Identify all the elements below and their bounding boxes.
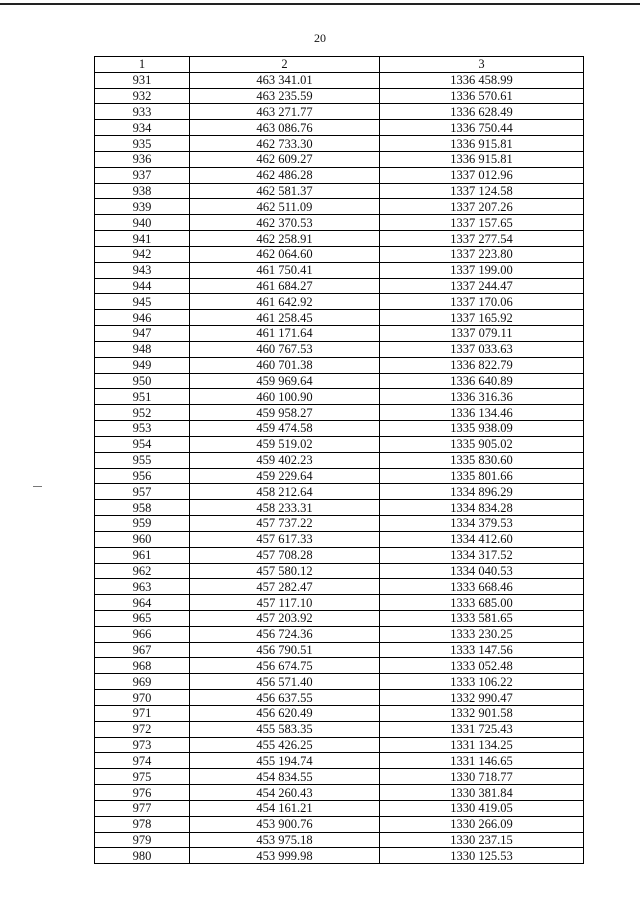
table-row — [95, 705, 584, 721]
table-row — [95, 595, 584, 611]
table-row — [95, 721, 584, 737]
x-coordinate-cell: 462 609.27 — [190, 151, 380, 167]
table-row — [95, 563, 584, 579]
x-coordinate-cell: 463 271.77 — [190, 104, 380, 120]
y-coordinate-cell: 1337 244.47 — [380, 278, 584, 294]
table-row — [95, 405, 584, 421]
point-number-cell: 943 — [95, 262, 190, 278]
point-number-cell: 967 — [95, 642, 190, 658]
x-coordinate-cell: 454 834.55 — [190, 769, 380, 785]
point-number-cell: 945 — [95, 294, 190, 310]
point-number-cell: 963 — [95, 579, 190, 595]
x-coordinate-cell: 457 617.33 — [190, 531, 380, 547]
x-coordinate-cell: 456 724.36 — [190, 626, 380, 642]
table-row — [95, 278, 584, 294]
top-border-line — [0, 3, 640, 5]
point-number-cell: 947 — [95, 326, 190, 342]
x-coordinate-cell: 463 235.59 — [190, 88, 380, 104]
y-coordinate-cell: 1334 896.29 — [380, 484, 584, 500]
x-coordinate-cell: 457 203.92 — [190, 610, 380, 626]
x-coordinate-cell: 462 064.60 — [190, 246, 380, 262]
y-coordinate-cell: 1334 834.28 — [380, 500, 584, 516]
point-number-cell: 951 — [95, 389, 190, 405]
y-coordinate-cell: 1336 628.49 — [380, 104, 584, 120]
point-number-cell: 956 — [95, 468, 190, 484]
point-number-cell: 964 — [95, 595, 190, 611]
x-coordinate-cell: 462 511.09 — [190, 199, 380, 215]
table-row — [95, 547, 584, 563]
point-number-cell: 957 — [95, 484, 190, 500]
table-row — [95, 151, 584, 167]
table-row — [95, 753, 584, 769]
point-number-cell: 960 — [95, 531, 190, 547]
x-coordinate-cell: 459 519.02 — [190, 436, 380, 452]
y-coordinate-cell: 1333 052.48 — [380, 658, 584, 674]
table-row — [95, 389, 584, 405]
x-coordinate-cell: 457 580.12 — [190, 563, 380, 579]
x-coordinate-cell: 461 171.64 — [190, 326, 380, 342]
column-header-2: 2 — [190, 57, 380, 73]
table-row — [95, 500, 584, 516]
x-coordinate-cell: 457 737.22 — [190, 516, 380, 532]
point-number-cell: 952 — [95, 405, 190, 421]
point-number-cell: 966 — [95, 626, 190, 642]
table-row — [95, 531, 584, 547]
y-coordinate-cell: 1335 801.66 — [380, 468, 584, 484]
x-coordinate-cell: 456 674.75 — [190, 658, 380, 674]
table-row — [95, 516, 584, 532]
table-row — [95, 294, 584, 310]
y-coordinate-cell: 1337 277.54 — [380, 231, 584, 247]
x-coordinate-cell: 463 341.01 — [190, 72, 380, 88]
x-coordinate-cell: 453 900.76 — [190, 816, 380, 832]
point-number-cell: 954 — [95, 436, 190, 452]
x-coordinate-cell: 459 474.58 — [190, 421, 380, 437]
y-coordinate-cell: 1331 134.25 — [380, 737, 584, 753]
y-coordinate-cell: 1337 165.92 — [380, 310, 584, 326]
table-row — [95, 658, 584, 674]
y-coordinate-cell: 1332 901.58 — [380, 705, 584, 721]
point-number-cell: 974 — [95, 753, 190, 769]
y-coordinate-cell: 1333 668.46 — [380, 579, 584, 595]
x-coordinate-cell: 454 260.43 — [190, 785, 380, 801]
column-header-1: 1 — [95, 57, 190, 73]
table-row — [95, 136, 584, 152]
x-coordinate-cell: 457 708.28 — [190, 547, 380, 563]
y-coordinate-cell: 1335 905.02 — [380, 436, 584, 452]
y-coordinate-cell: 1333 685.00 — [380, 595, 584, 611]
y-coordinate-cell: 1331 725.43 — [380, 721, 584, 737]
y-coordinate-cell: 1337 199.00 — [380, 262, 584, 278]
y-coordinate-cell: 1337 223.80 — [380, 246, 584, 262]
y-coordinate-cell: 1331 146.65 — [380, 753, 584, 769]
table-row — [95, 579, 584, 595]
y-coordinate-cell: 1330 419.05 — [380, 800, 584, 816]
point-number-cell: 977 — [95, 800, 190, 816]
x-coordinate-cell: 453 999.98 — [190, 848, 380, 864]
point-number-cell: 970 — [95, 690, 190, 706]
point-number-cell: 972 — [95, 721, 190, 737]
point-number-cell: 979 — [95, 832, 190, 848]
y-coordinate-cell: 1335 938.09 — [380, 421, 584, 437]
point-number-cell: 936 — [95, 151, 190, 167]
x-coordinate-cell: 456 620.49 — [190, 705, 380, 721]
x-coordinate-cell: 461 684.27 — [190, 278, 380, 294]
point-number-cell: 938 — [95, 183, 190, 199]
point-number-cell: 933 — [95, 104, 190, 120]
table-row — [95, 769, 584, 785]
x-coordinate-cell: 455 194.74 — [190, 753, 380, 769]
x-coordinate-cell: 462 581.37 — [190, 183, 380, 199]
y-coordinate-cell: 1336 316.36 — [380, 389, 584, 405]
table-row — [95, 737, 584, 753]
point-number-cell: 953 — [95, 421, 190, 437]
table-row — [95, 848, 584, 864]
x-coordinate-cell: 462 258.91 — [190, 231, 380, 247]
y-coordinate-cell: 1330 266.09 — [380, 816, 584, 832]
table-row — [95, 341, 584, 357]
table-row — [95, 642, 584, 658]
y-coordinate-cell: 1330 237.15 — [380, 832, 584, 848]
y-coordinate-cell: 1332 990.47 — [380, 690, 584, 706]
x-coordinate-cell: 459 958.27 — [190, 405, 380, 421]
point-number-cell: 937 — [95, 167, 190, 183]
table-row — [95, 120, 584, 136]
point-number-cell: 978 — [95, 816, 190, 832]
y-coordinate-cell: 1333 147.56 — [380, 642, 584, 658]
x-coordinate-cell: 459 229.64 — [190, 468, 380, 484]
point-number-cell: 955 — [95, 452, 190, 468]
table-row — [95, 468, 584, 484]
y-coordinate-cell: 1337 033.63 — [380, 341, 584, 357]
y-coordinate-cell: 1333 106.22 — [380, 674, 584, 690]
y-coordinate-cell: 1337 207.26 — [380, 199, 584, 215]
table-row — [95, 326, 584, 342]
point-number-cell: 940 — [95, 215, 190, 231]
y-coordinate-cell: 1334 040.53 — [380, 563, 584, 579]
point-number-cell: 934 — [95, 120, 190, 136]
y-coordinate-cell: 1334 379.53 — [380, 516, 584, 532]
point-number-cell: 931 — [95, 72, 190, 88]
y-coordinate-cell: 1333 581.65 — [380, 610, 584, 626]
x-coordinate-cell: 453 975.18 — [190, 832, 380, 848]
x-coordinate-cell: 461 750.41 — [190, 262, 380, 278]
y-coordinate-cell: 1334 412.60 — [380, 531, 584, 547]
y-coordinate-cell: 1337 157.65 — [380, 215, 584, 231]
y-coordinate-cell: 1336 915.81 — [380, 151, 584, 167]
table-row — [95, 626, 584, 642]
point-number-cell: 976 — [95, 785, 190, 801]
point-number-cell: 939 — [95, 199, 190, 215]
y-coordinate-cell: 1334 317.52 — [380, 547, 584, 563]
y-coordinate-cell: 1337 124.58 — [380, 183, 584, 199]
table-row — [95, 421, 584, 437]
table-row — [95, 88, 584, 104]
x-coordinate-cell: 462 370.53 — [190, 215, 380, 231]
x-coordinate-cell: 455 426.25 — [190, 737, 380, 753]
table-row — [95, 357, 584, 373]
y-coordinate-cell: 1333 230.25 — [380, 626, 584, 642]
table-row — [95, 167, 584, 183]
table-row — [95, 674, 584, 690]
table-row — [95, 436, 584, 452]
coordinates-table — [94, 56, 584, 864]
x-coordinate-cell: 462 733.30 — [190, 136, 380, 152]
point-number-cell: 959 — [95, 516, 190, 532]
y-coordinate-cell: 1330 381.84 — [380, 785, 584, 801]
table-row — [95, 690, 584, 706]
x-coordinate-cell: 455 583.35 — [190, 721, 380, 737]
point-number-cell: 969 — [95, 674, 190, 690]
point-number-cell: 965 — [95, 610, 190, 626]
y-coordinate-cell: 1336 134.46 — [380, 405, 584, 421]
x-coordinate-cell: 459 402.23 — [190, 452, 380, 468]
point-number-cell: 971 — [95, 705, 190, 721]
y-coordinate-cell: 1337 012.96 — [380, 167, 584, 183]
table-row — [95, 104, 584, 120]
x-coordinate-cell: 462 486.28 — [190, 167, 380, 183]
x-coordinate-cell: 461 642.92 — [190, 294, 380, 310]
point-number-cell: 973 — [95, 737, 190, 753]
table-row — [95, 262, 584, 278]
x-coordinate-cell: 457 282.47 — [190, 579, 380, 595]
point-number-cell: 941 — [95, 231, 190, 247]
x-coordinate-cell: 458 233.31 — [190, 500, 380, 516]
table-row — [95, 72, 584, 88]
point-number-cell: 962 — [95, 563, 190, 579]
x-coordinate-cell: 461 258.45 — [190, 310, 380, 326]
y-coordinate-cell: 1336 570.61 — [380, 88, 584, 104]
y-coordinate-cell: 1336 822.79 — [380, 357, 584, 373]
point-number-cell: 975 — [95, 769, 190, 785]
x-coordinate-cell: 460 767.53 — [190, 341, 380, 357]
y-coordinate-cell: 1336 458.99 — [380, 72, 584, 88]
table-row — [95, 832, 584, 848]
column-header-3: 3 — [380, 57, 584, 73]
x-coordinate-cell: 454 161.21 — [190, 800, 380, 816]
x-coordinate-cell: 460 100.90 — [190, 389, 380, 405]
point-number-cell: 942 — [95, 246, 190, 262]
point-number-cell: 950 — [95, 373, 190, 389]
point-number-cell: 932 — [95, 88, 190, 104]
table-body — [95, 72, 584, 863]
point-number-cell: 949 — [95, 357, 190, 373]
x-coordinate-cell: 456 790.51 — [190, 642, 380, 658]
table-row — [95, 800, 584, 816]
page-number: 20 — [314, 31, 326, 45]
point-number-cell: 980 — [95, 848, 190, 864]
table-row — [95, 183, 584, 199]
x-coordinate-cell: 457 117.10 — [190, 595, 380, 611]
table-row — [95, 785, 584, 801]
table-row — [95, 199, 584, 215]
y-coordinate-cell: 1336 915.81 — [380, 136, 584, 152]
point-number-cell: 948 — [95, 341, 190, 357]
point-number-cell: 946 — [95, 310, 190, 326]
table-row — [95, 310, 584, 326]
y-coordinate-cell: 1335 830.60 — [380, 452, 584, 468]
x-coordinate-cell: 459 969.64 — [190, 373, 380, 389]
y-coordinate-cell: 1336 750.44 — [380, 120, 584, 136]
y-coordinate-cell: 1330 125.53 — [380, 848, 584, 864]
y-coordinate-cell: 1337 079.11 — [380, 326, 584, 342]
point-number-cell: 961 — [95, 547, 190, 563]
y-coordinate-cell: 1330 718.77 — [380, 769, 584, 785]
y-coordinate-cell: 1336 640.89 — [380, 373, 584, 389]
table-header-row — [95, 57, 584, 73]
x-coordinate-cell: 456 637.55 — [190, 690, 380, 706]
table-row — [95, 215, 584, 231]
scan-mark — [33, 486, 42, 487]
table-row — [95, 231, 584, 247]
point-number-cell: 968 — [95, 658, 190, 674]
x-coordinate-cell: 456 571.40 — [190, 674, 380, 690]
x-coordinate-cell: 460 701.38 — [190, 357, 380, 373]
table-row — [95, 452, 584, 468]
point-number-cell: 944 — [95, 278, 190, 294]
point-number-cell: 958 — [95, 500, 190, 516]
table-row — [95, 484, 584, 500]
x-coordinate-cell: 463 086.76 — [190, 120, 380, 136]
table-row — [95, 610, 584, 626]
table-row — [95, 373, 584, 389]
x-coordinate-cell: 458 212.64 — [190, 484, 380, 500]
y-coordinate-cell: 1337 170.06 — [380, 294, 584, 310]
point-number-cell: 935 — [95, 136, 190, 152]
table-row — [95, 816, 584, 832]
table-row — [95, 246, 584, 262]
